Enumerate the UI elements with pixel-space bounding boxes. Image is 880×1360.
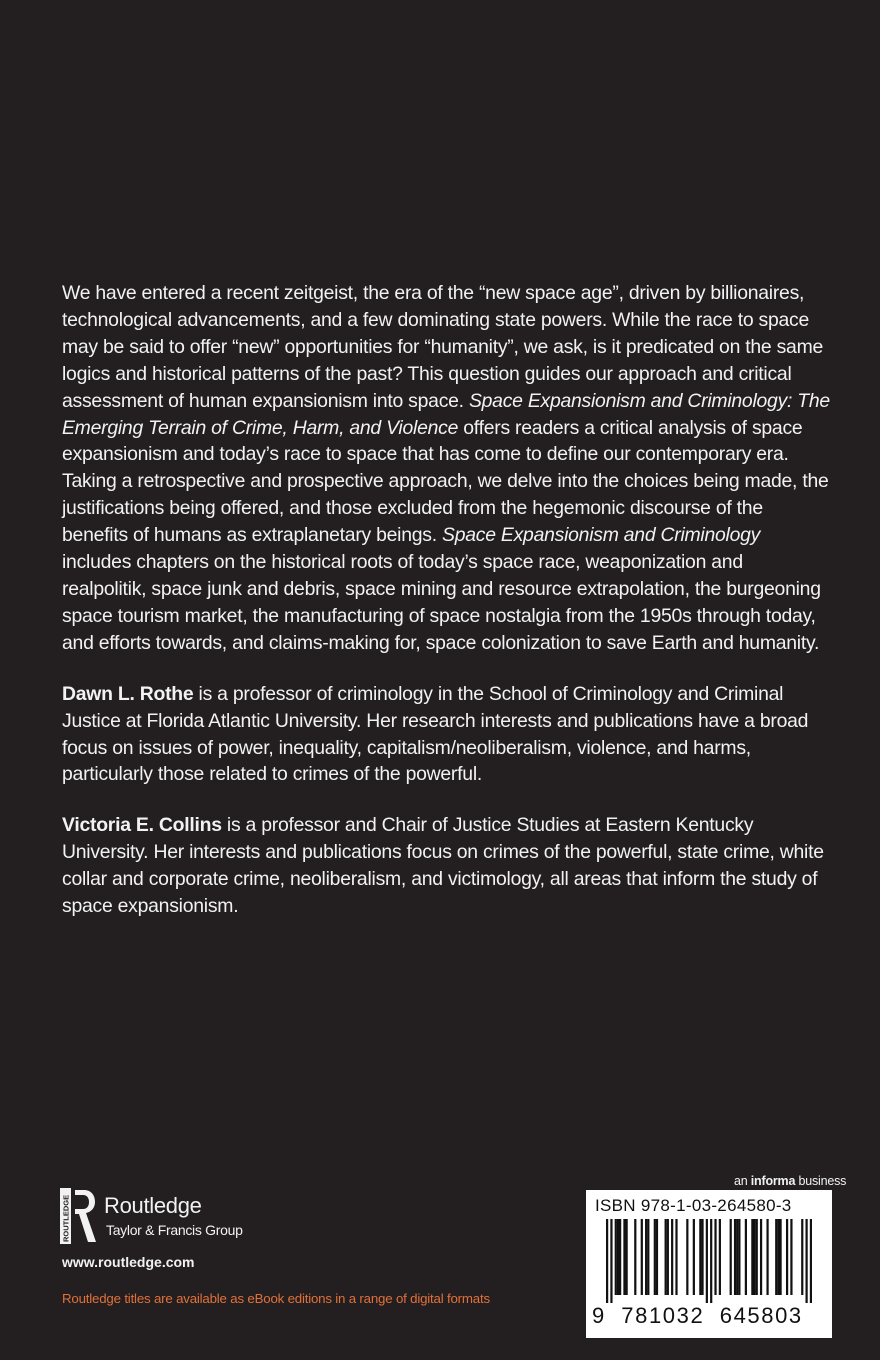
barcode-bar xyxy=(719,1219,721,1295)
barcode-bar xyxy=(641,1219,643,1295)
isbn-barcode xyxy=(586,1190,832,1338)
barcode-bar xyxy=(753,1219,755,1295)
barcode-bar xyxy=(654,1219,656,1295)
barcode-bar xyxy=(766,1219,768,1295)
author-name: Victoria E. Collins xyxy=(62,814,222,837)
routledge-logo-icon xyxy=(60,1188,96,1244)
barcode-bar xyxy=(675,1219,677,1295)
publisher-group: Taylor & Francis Group xyxy=(106,1222,243,1238)
barcode-bar xyxy=(671,1219,673,1295)
barcode-bar xyxy=(699,1219,701,1295)
barcode-bar xyxy=(779,1219,781,1295)
book-short-title-italic: Space Expansionism and Criminology xyxy=(442,524,761,547)
author-bio-collins: Victoria E. Collins is a professor and Chair of Justice Studies at Eastern Kentucky University. Her interests and publications focus on crimes of the powerful, state crime, white collar and corporate crime, neoliberalism, and victimology, all areas that inform the study of space expansionism. xyxy=(62,814,824,918)
barcode-bar xyxy=(730,1219,732,1295)
description-paragraph: We have entered a recent zeitgeist, the era of the “new space age”, driven by billionaires, technological advancements, and a few dominating state powers. While the race to space may be said to offer “new” opportunities for “humanity”, we ask, is it predicated on the same logics and historical patterns of the past? This question guides our approach and critical assessment of human expansionism into space. Space Expansionism and Criminology: The Emerging Terrain of Crime, Harm, and Violence offers readers a critical analysis of space expansionism and today’s race to space that has come to define our contemporary era. Taking a retrospective and prospective approach, we delve into the choices being made, the justifications being offered, and those excluded from the hegemonic discourse of the benefits of humans as extraplanetary beings. Space Expansionism and Criminology includes chapters on the historical roots of today’s space race, weaponization and realpolitik, space junk and debris, space mining and resource extrapolation, the burgeoning space tourism market, the manufacturing of space nostalgia from the 1950s through today, and efforts towards, and claims-making for, space colonization to save Earth and humanity. xyxy=(62,282,830,654)
barcode-digits: 9 781032 645803 xyxy=(592,1303,803,1328)
barcode-bar xyxy=(714,1219,716,1295)
barcode-bar xyxy=(786,1219,788,1295)
barcode-bar xyxy=(656,1219,658,1295)
ebook-availability-note: Routledge titles are available as eBook editions in a range of digital formats xyxy=(62,1291,490,1306)
barcode-bar xyxy=(701,1219,703,1295)
publisher-website-link[interactable]: www.routledge.com xyxy=(62,1254,195,1270)
barcode-bar xyxy=(606,1219,608,1303)
barcode-bar xyxy=(645,1219,647,1295)
barcode-bar xyxy=(617,1219,619,1295)
svg-text:ROUTLEDGE: ROUTLEDGE xyxy=(61,1194,71,1242)
barcode-bar xyxy=(745,1219,747,1295)
barcode-bar xyxy=(775,1219,777,1295)
barcode-bar xyxy=(760,1219,762,1295)
barcode-bar xyxy=(777,1219,779,1295)
publisher-name: Routledge xyxy=(104,1193,202,1218)
barcode-bar xyxy=(738,1219,740,1295)
barcode-bar xyxy=(686,1219,688,1295)
barcode-bar xyxy=(693,1219,695,1295)
informa-business-tagline: an informa business xyxy=(734,1174,847,1188)
barcode-bars xyxy=(606,1219,812,1303)
barcode-bar xyxy=(667,1219,669,1295)
barcode-bar xyxy=(626,1219,628,1295)
barcode-bar xyxy=(801,1219,803,1295)
back-cover-blurb xyxy=(62,280,832,920)
barcode-bar xyxy=(736,1219,738,1295)
barcode-bar xyxy=(634,1219,636,1295)
barcode-bar xyxy=(610,1219,612,1303)
barcode-bar xyxy=(615,1219,617,1295)
barcode-bar xyxy=(810,1219,812,1303)
barcode-bar xyxy=(665,1219,667,1295)
barcode-bar xyxy=(647,1219,649,1295)
barcode-bar xyxy=(623,1219,625,1295)
barcode-bar xyxy=(805,1219,807,1303)
barcode-bar xyxy=(734,1219,736,1295)
isbn-label: ISBN 978-1-03-264580-3 xyxy=(595,1196,792,1215)
book-title-italic: Space Expansionism and Criminology: The Emerging Terrain of Crime, Harm, and Violence xyxy=(62,389,830,439)
barcode-bar xyxy=(756,1219,758,1295)
barcode-bar xyxy=(751,1219,753,1295)
author-bio-rothe: Dawn L. Rothe is a professor of criminology in the School of Criminology and Criminal Justice at Florida Atlantic University. Her research interests and publications have a broad focus on issues of power, inequality, capitalism/neoliberalism, violence, and harms, particularly those related to crimes of the powerful. xyxy=(62,682,809,786)
author-name: Dawn L. Rothe xyxy=(62,682,194,705)
barcode-bar xyxy=(619,1219,621,1295)
barcode-bar xyxy=(706,1219,708,1303)
barcode-bar xyxy=(790,1219,792,1295)
barcode-bar xyxy=(710,1219,712,1303)
